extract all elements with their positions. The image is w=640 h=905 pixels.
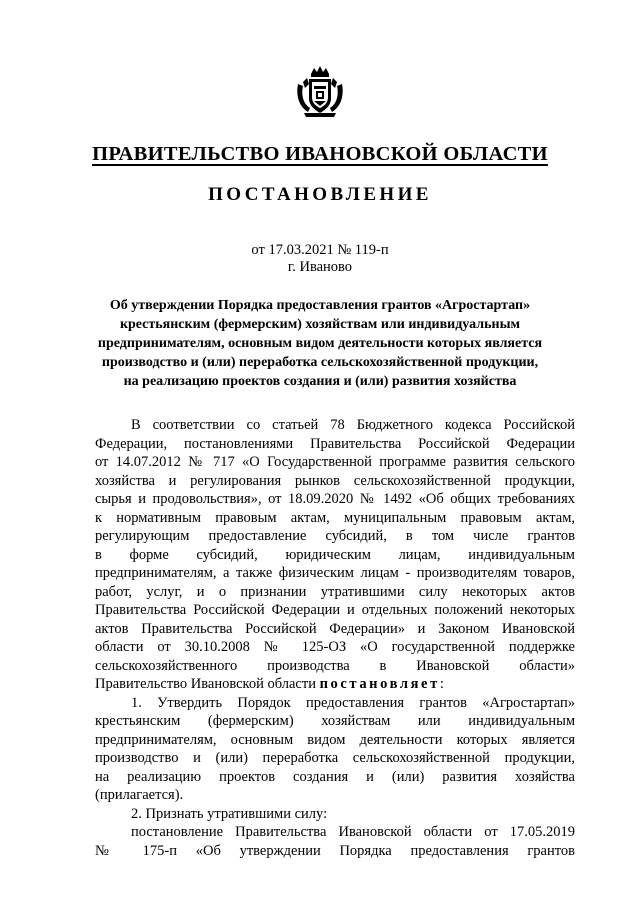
resolve-line	[95, 675, 575, 694]
document-title	[96, 296, 544, 391]
item1-line: (прилагается).	[95, 787, 184, 803]
body-line: В соответствии со статьей 78 Бюджетного кодекса Российской	[131, 417, 575, 433]
body-line: работ, услуг, и о признании утратившими силу некоторых актов	[95, 583, 575, 600]
body-line: сельскохозяйственного производства в Ивановской области»	[95, 657, 575, 674]
title-line: крестьянским (фермерским) хозяйствам или индивидуальным	[119, 317, 521, 332]
resolve-word: постановляет	[319, 676, 440, 692]
government-title: ПРАВИТЕЛЬСТВО ИВАНОВСКОЙ ОБЛАСТИ	[92, 143, 548, 165]
item1-line: на реализацию проектов создания и (или) развития хозяйства	[95, 768, 575, 785]
body-line: регулирующим предоставление субсидий, в том числе грантов	[95, 528, 575, 544]
item2-line: № 175-п «Об утверждении Порядка предоставления грантов	[95, 842, 575, 859]
body-line: области от 30.10.2008 № 125-ОЗ «О государственной поддержке	[95, 639, 575, 655]
body-line: Федерации, постановлениями Правительства Российской Федерации	[95, 435, 575, 452]
body-line: от 14.07.2012 № 717 «О Государственной программе развития сельского	[95, 454, 575, 470]
resolve-suffix: :	[439, 676, 444, 692]
body-line: к нормативным правовым актам, муниципальным правовым актам,	[95, 509, 575, 526]
title-line: на реализацию проектов создания и (или) развития хозяйства	[123, 374, 517, 389]
body-line: хозяйства и регулирования рынков сельскохозяйственной продукции,	[95, 472, 575, 489]
title-line: Об утверждении Порядка предоставления грантов «Агростартап»	[109, 298, 531, 313]
document-body	[95, 416, 575, 860]
body-line: предпринимателям, а также физическим лицам - производителям товаров,	[95, 565, 575, 581]
item2-line: постановление Правительства Ивановской области от 17.05.2019	[131, 824, 575, 840]
decree-type-heading: ПОСТАНОВЛЕНИЕ	[208, 184, 432, 205]
coat-of-arms-icon	[294, 64, 346, 118]
resolve-prefix: Правительство Ивановской области	[95, 676, 320, 692]
item1-line: производство и (или) переработка сельскохозяйственной продукции,	[95, 750, 575, 766]
item1-line: крестьянским (фермерским) хозяйствам или индивидуальным	[95, 713, 575, 729]
item1-line: 1. Утвердить Порядок предоставления грантов «Агростартап»	[131, 694, 575, 711]
body-line: в форме субсидий, юридическим лицам, индивидуальным	[95, 546, 575, 563]
body-line: сырья и продовольствия», от 18.09.2020 № 1492 «Об общих требованиях	[95, 491, 575, 507]
date-number: от 17.03.2021 № 119-п	[251, 242, 389, 258]
body-line: актов Правительства Российской Федерации» и Законом Ивановской	[95, 620, 575, 637]
city: г. Иваново	[287, 259, 353, 275]
body-line: Правительства Российской Федерации и отдельных положений некоторых	[95, 602, 575, 618]
item2-title: 2. Признать утратившими силу:	[131, 805, 328, 822]
title-line: предпринимателям, основным видом деятельности которых является	[97, 336, 543, 351]
item1-line: предпринимателям, основным видом деятельности которых является	[95, 731, 575, 748]
title-line: производство и (или) переработка сельскохозяйственной продукции,	[101, 355, 539, 370]
